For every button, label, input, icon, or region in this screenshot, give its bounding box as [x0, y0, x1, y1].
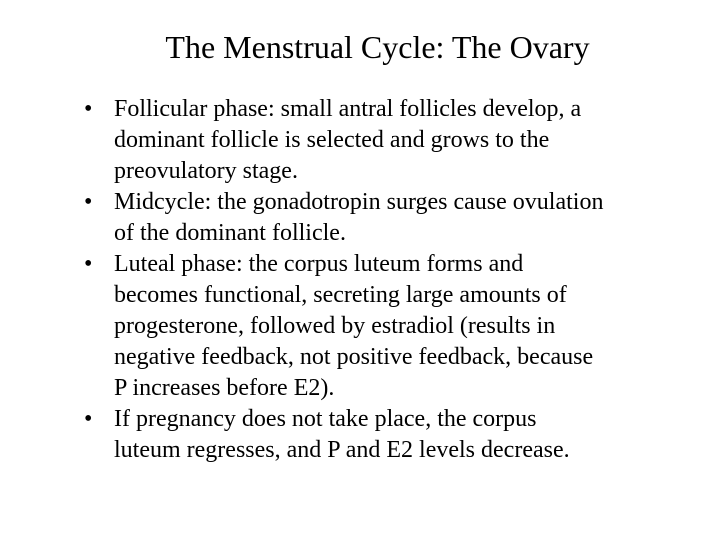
bullet-text-line: dominant follicle is selected and grows to the [114, 127, 550, 153]
bullet-midcycle [84, 187, 704, 249]
bullet-text-line: of the dominant follicle. [114, 220, 346, 246]
bullet-dot-icon: • [84, 96, 93, 122]
bullet-text-line: P increases before E2). [114, 375, 335, 401]
bullet-dot-icon: • [84, 251, 93, 277]
bullet-dot-icon: • [84, 406, 93, 432]
bullet-text-line: luteum regresses, and P and E2 levels decrease. [114, 437, 570, 463]
bullet-text-line: If pregnancy does not take place, the corpus [114, 406, 537, 432]
bullet-follicular-phase [84, 94, 704, 187]
bullet-text-line: progesterone, followed by estradiol (results in [114, 313, 556, 339]
bullet-text-line: becomes functional, secreting large amounts of [114, 282, 567, 308]
bullet-dot-icon: • [84, 189, 93, 215]
bullet-text-line: Midcycle: the gonadotropin surges cause ovulation [114, 189, 604, 215]
bullet-text-line: negative feedback, not positive feedback, because [114, 344, 594, 370]
bullet-text-line: Follicular phase: small antral follicles develop, a [114, 96, 582, 122]
bullet-luteal-phase [84, 249, 704, 404]
bullet-text-line: Luteal phase: the corpus luteum forms and [114, 251, 524, 277]
bullet-no-pregnancy [84, 404, 704, 466]
bullet-list [84, 94, 704, 466]
slide-title: The Menstrual Cycle: The Ovary [165, 29, 590, 65]
bullet-text-line: preovulatory stage. [114, 158, 298, 184]
